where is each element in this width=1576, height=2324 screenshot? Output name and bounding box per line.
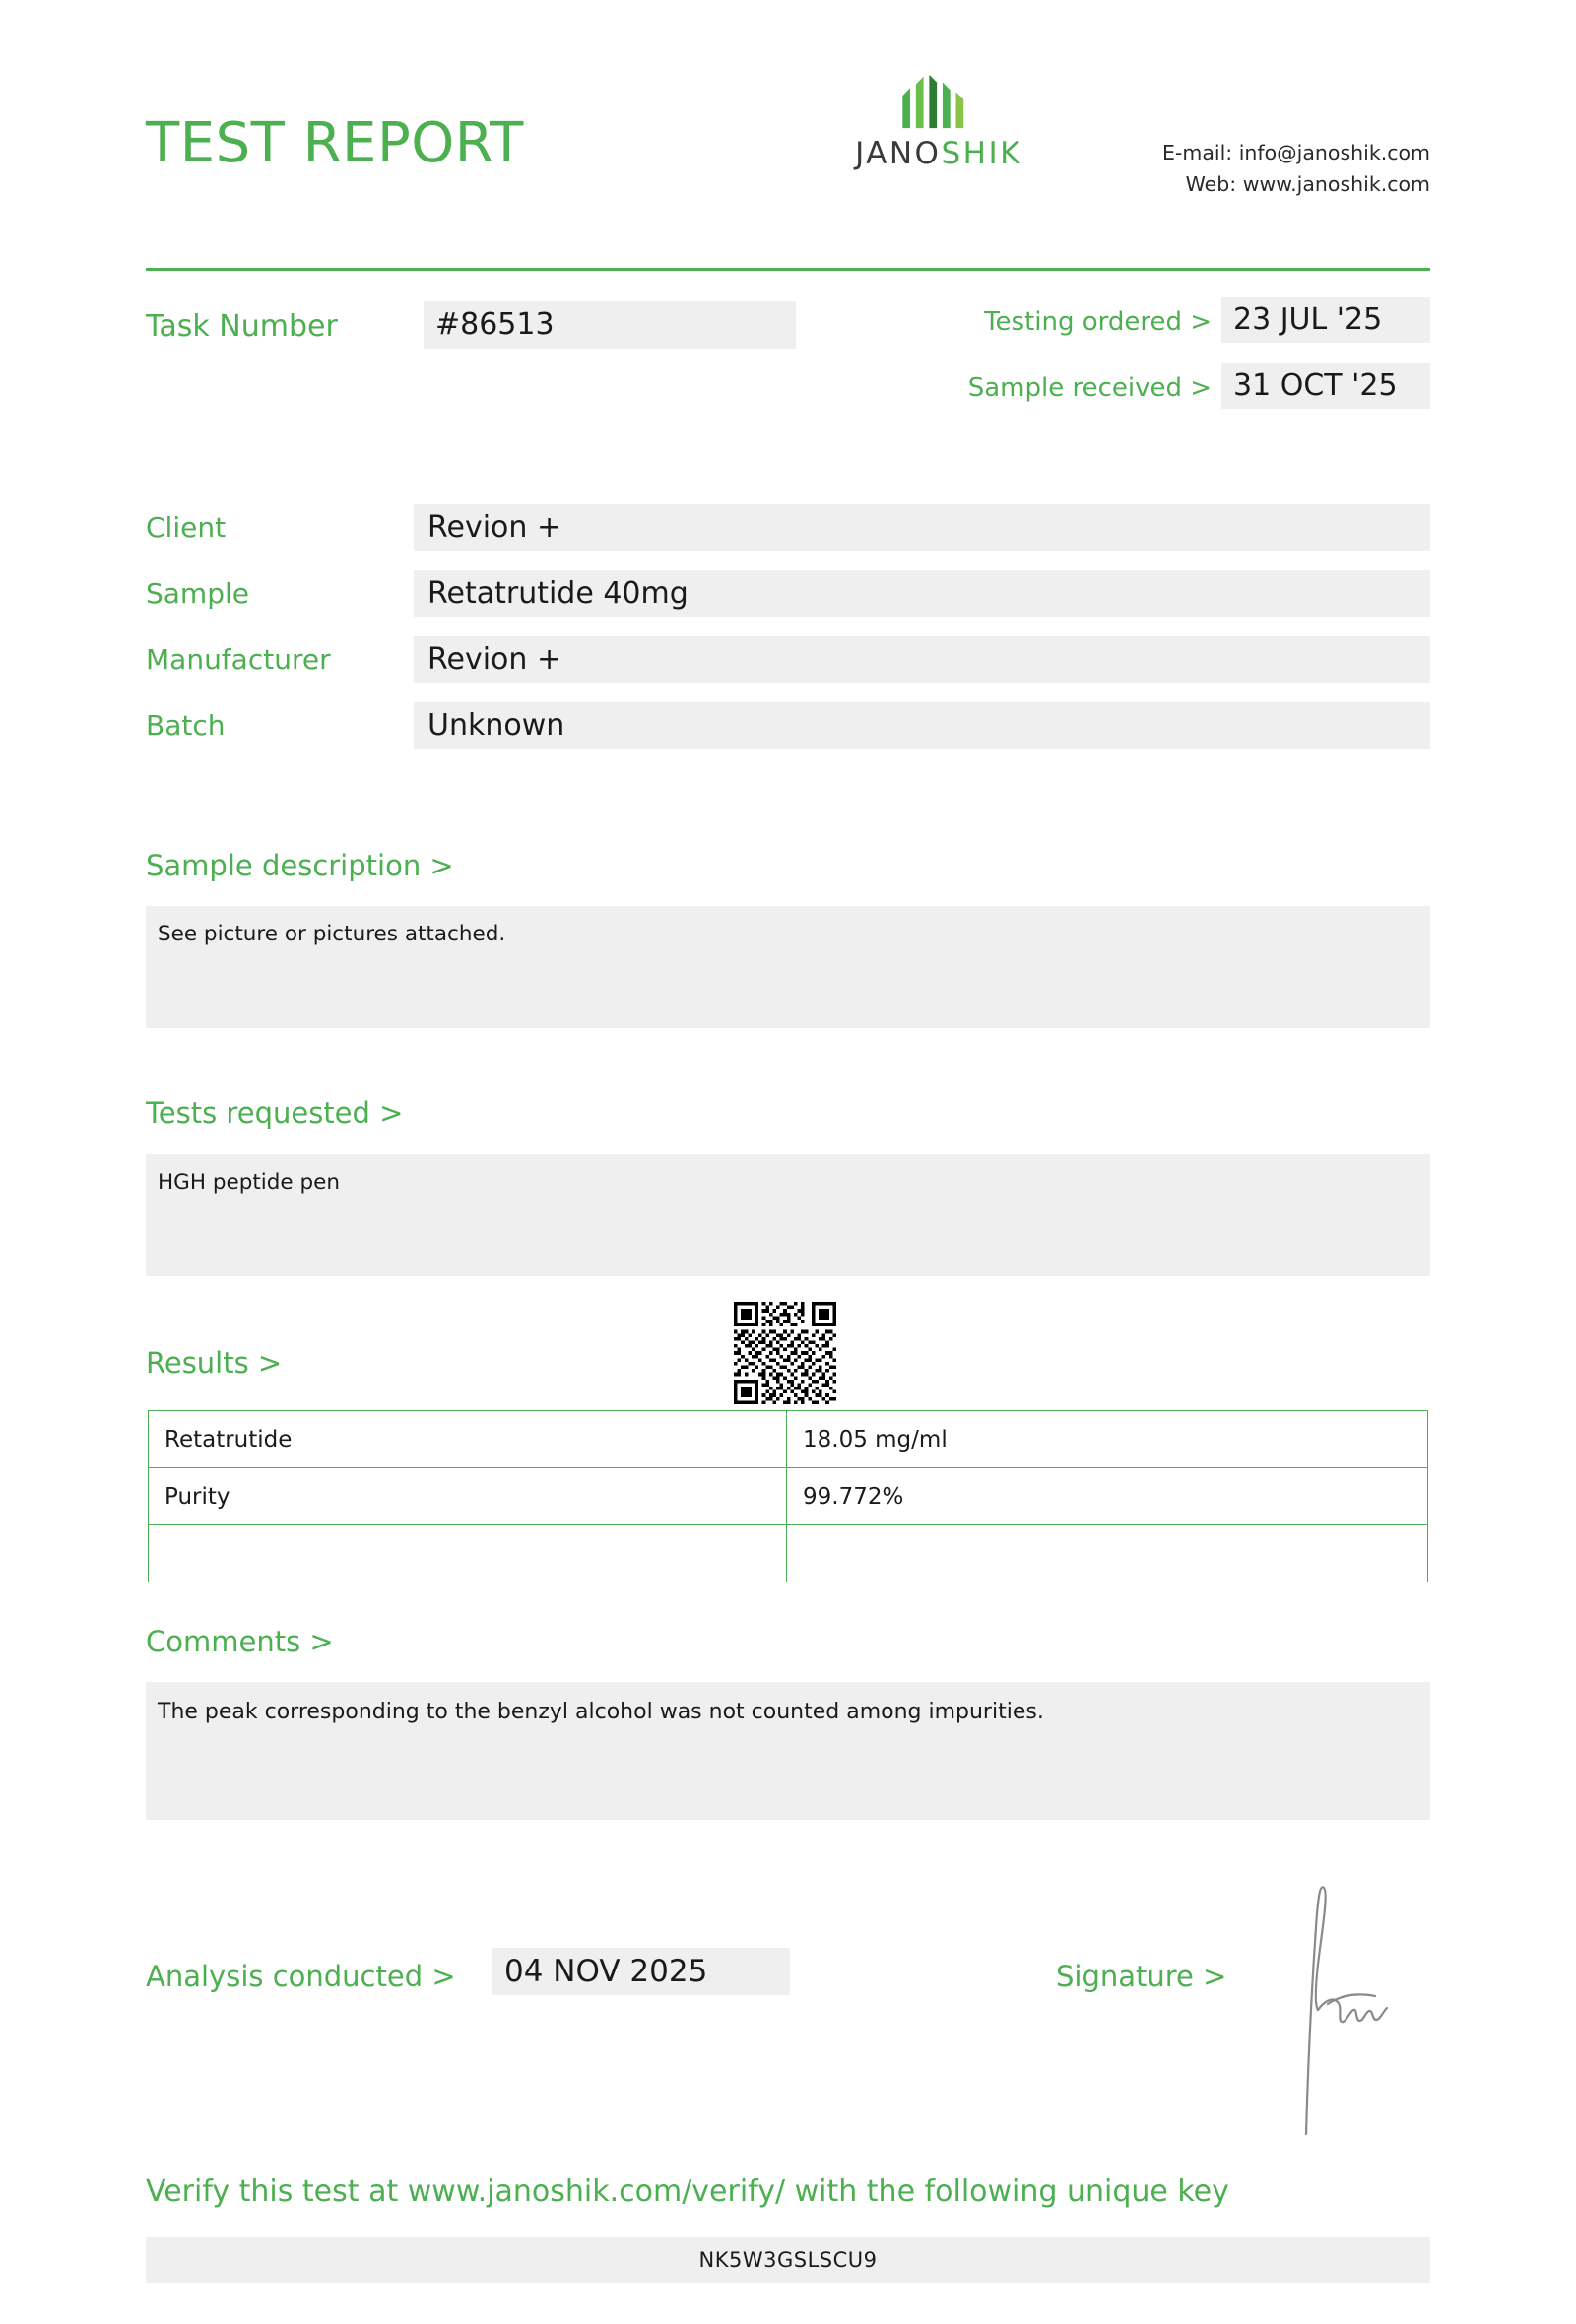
logo-text-dark: JANO (855, 136, 942, 171)
task-row (146, 301, 1430, 420)
date-row-ordered (879, 297, 1430, 347)
result-value-1: 99.772% (787, 1468, 1428, 1525)
analysis-conducted-label: Analysis conducted > (146, 1960, 456, 1993)
info-row-client (146, 504, 1430, 551)
comments-text: The peak corresponding to the benzyl alcohol was not counted among impurities. (146, 1682, 1430, 1820)
task-number-value: #86513 (424, 301, 796, 349)
batch-label: Batch (146, 709, 226, 742)
sample-label: Sample (146, 577, 249, 610)
janoshik-logo (835, 71, 1042, 171)
result-name-2 (149, 1525, 787, 1582)
signature-image (1280, 1876, 1409, 2137)
qr-code-icon (734, 1302, 836, 1404)
table-row (149, 1411, 1428, 1468)
manufacturer-label: Manufacturer (146, 643, 331, 676)
report-header (146, 0, 1430, 197)
table-row (149, 1525, 1428, 1582)
info-row-sample (146, 570, 1430, 617)
verify-text: Verify this test at www.janoshik.com/verify/ with the following unique key (146, 2174, 1229, 2209)
contact-web: Web: www.janoshik.com (1185, 171, 1430, 196)
sample-description-title: Sample description > (146, 849, 454, 882)
logo-text-green: SHIK (941, 136, 1022, 171)
logo-wordmark (835, 136, 1042, 171)
result-name-0: Retatrutide (149, 1411, 787, 1468)
date-block (879, 297, 1430, 429)
tests-requested-text: HGH peptide pen (146, 1154, 1430, 1276)
client-value: Revion + (414, 504, 1430, 551)
analysis-conducted-value: 04 NOV 2025 (492, 1948, 790, 1995)
sample-received-value: 31 OCT '25 (1221, 363, 1430, 409)
contact-info (1162, 138, 1430, 201)
manufacturer-value: Revion + (414, 636, 1430, 683)
result-value-2 (787, 1525, 1428, 1582)
table-row (149, 1468, 1428, 1525)
results-table (148, 1410, 1428, 1582)
sample-description-text: See picture or pictures attached. (146, 906, 1430, 1028)
batch-value: Unknown (414, 702, 1430, 749)
results-title: Results > (146, 1346, 283, 1380)
sample-info-table (146, 504, 1430, 768)
sample-received-label: Sample received (967, 373, 1182, 403)
comments-title: Comments > (146, 1625, 334, 1658)
header-divider (146, 268, 1430, 271)
page-title: TEST REPORT (146, 111, 524, 175)
sample-received-caret: > (1190, 373, 1212, 403)
client-label: Client (146, 511, 227, 544)
tests-requested-title: Tests requested > (146, 1096, 404, 1130)
result-name-1: Purity (149, 1468, 787, 1525)
date-row-received (879, 363, 1430, 413)
task-number-label: Task Number (146, 309, 338, 344)
unique-key-value: NK5W3GSLSCU9 (146, 2237, 1430, 2283)
sample-value: Retatrutide 40mg (414, 570, 1430, 617)
info-row-batch (146, 702, 1430, 749)
logo-mountain-icon (882, 71, 996, 130)
result-value-0: 18.05 mg/ml (787, 1411, 1428, 1468)
contact-email: E-mail: info@janoshik.com (1162, 141, 1430, 164)
testing-ordered-value: 23 JUL '25 (1221, 297, 1430, 343)
info-row-manufacturer (146, 636, 1430, 683)
testing-ordered-caret: > (1190, 307, 1212, 337)
signature-label: Signature > (1056, 1960, 1227, 1993)
testing-ordered-label: Testing ordered (984, 307, 1182, 337)
